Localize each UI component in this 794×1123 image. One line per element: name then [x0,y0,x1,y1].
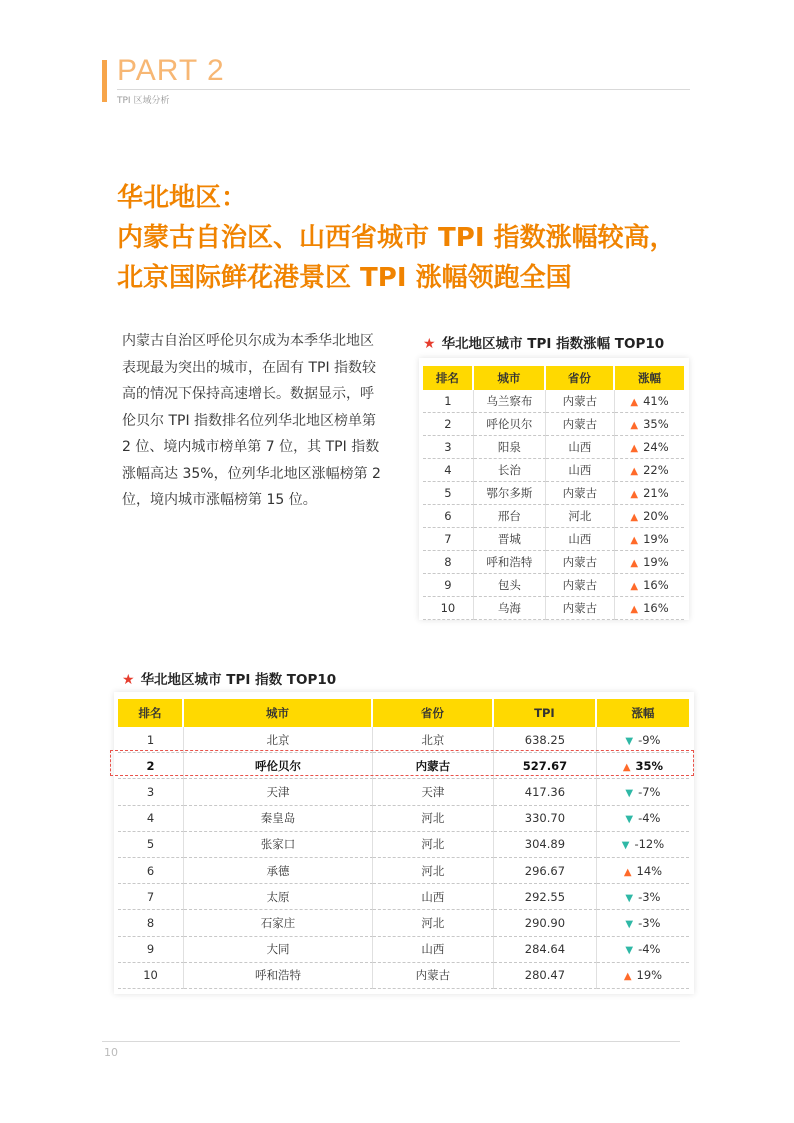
rank-cell: 1 [118,727,184,753]
city-cell: 呼和浩特 [474,551,546,574]
arrow-up-icon: ▲ [623,971,632,983]
tpi-cell: 292.55 [494,884,597,910]
rank-cell: 3 [423,436,474,459]
arrow-up-icon: ▲ [623,866,632,878]
table2-title: 华北地区城市 TPI 指数 TOP10 [140,672,337,688]
city-cell: 秦皇岛 [184,806,373,832]
table-row [423,551,684,574]
change-value: 20% [643,509,669,523]
rank-cell: 5 [423,482,474,505]
table1 [423,366,684,620]
rank-cell: 9 [423,574,474,597]
change-cell [615,459,684,482]
table-row [118,806,689,832]
change-cell [597,937,689,963]
change-value: 21% [643,486,669,500]
change-value: 19% [643,555,669,569]
tpi-cell: 417.36 [494,779,597,805]
arrow-up-icon: ▲ [630,420,639,431]
rank-cell: 2 [118,753,184,779]
table-row [423,505,684,528]
rank-cell: 1 [423,390,474,413]
change-cell [615,505,684,528]
table2-col-province: 省份 [373,699,494,727]
province-cell: 山西 [373,884,494,910]
change-cell [615,597,684,620]
rank-cell: 8 [423,551,474,574]
change-cell [615,413,684,436]
arrow-up-icon: ▲ [630,558,639,569]
tpi-cell: 290.90 [494,910,597,936]
change-value: 35% [635,758,664,773]
table-row [118,937,689,963]
bottom-rule [102,1041,680,1042]
city-cell: 晋城 [474,528,546,551]
change-value: 19% [636,968,663,983]
province-cell: 河北 [373,832,494,858]
city-cell: 承德 [184,858,373,884]
province-cell: 内蒙古 [546,597,615,620]
table-row [118,858,689,884]
table1-col-rank: 排名 [423,366,474,390]
table2-heading [122,668,336,688]
city-cell: 长治 [474,459,546,482]
change-value: 14% [636,863,663,878]
province-cell: 内蒙古 [546,574,615,597]
change-cell [597,910,689,936]
part-subtitle: TPI 区域分析 [117,96,170,106]
change-value: 22% [643,463,669,477]
change-value: -12% [634,837,665,852]
province-cell: 内蒙古 [373,963,494,989]
tpi-cell: 527.67 [494,753,597,779]
city-cell: 呼和浩特 [184,963,373,989]
table-row [118,832,689,858]
arrow-down-icon: ▼ [625,787,634,799]
province-cell: 山西 [546,528,615,551]
change-cell [597,832,689,858]
arrow-up-icon: ▲ [622,761,631,773]
table1-col-province: 省份 [546,366,615,390]
arrow-up-icon: ▲ [630,581,639,592]
arrow-down-icon: ▼ [625,945,634,957]
city-cell: 北京 [184,727,373,753]
arrow-up-icon: ▲ [630,466,639,477]
arrow-up-icon: ▲ [630,489,639,500]
headline-line-3: 北京国际鲜花港景区 TPI 涨幅领跑全国 [117,263,572,293]
province-cell: 山西 [546,459,615,482]
city-cell: 石家庄 [184,910,373,936]
city-cell: 呼伦贝尔 [474,413,546,436]
arrow-up-icon: ▲ [630,397,639,408]
table2-col-change: 涨幅 [597,699,689,727]
page-number: 10 [104,1046,118,1059]
change-value: 24% [643,440,669,454]
table-row [118,779,689,805]
province-cell: 内蒙古 [546,390,615,413]
table-row [423,459,684,482]
province-cell: 天津 [373,779,494,805]
province-cell: 内蒙古 [546,413,615,436]
table2-col-city: 城市 [184,699,373,727]
headline [117,178,676,298]
city-cell: 张家口 [184,832,373,858]
headline-line-1: 华北地区： [117,183,248,213]
tpi-cell: 304.89 [494,832,597,858]
top-rule [117,89,690,90]
city-cell: 太原 [184,884,373,910]
rank-cell: 4 [423,459,474,482]
change-cell [615,436,684,459]
city-cell: 天津 [184,779,373,805]
star-icon: ★ [122,672,135,688]
change-cell [597,806,689,832]
change-cell [597,884,689,910]
table1-heading [423,332,664,352]
table-row [423,436,684,459]
table-row [423,528,684,551]
arrow-down-icon: ▼ [625,814,634,826]
table1-col-change: 涨幅 [615,366,684,390]
table1-col-city: 城市 [474,366,546,390]
rank-cell: 8 [118,910,184,936]
arrow-down-icon: ▼ [625,892,634,904]
table-row [118,963,689,989]
city-cell: 大同 [184,937,373,963]
rank-cell: 6 [118,858,184,884]
table-row [423,597,684,620]
change-cell [615,482,684,505]
arrow-down-icon: ▼ [625,918,634,930]
rank-cell: 3 [118,779,184,805]
province-cell: 内蒙古 [546,482,615,505]
change-value: 41% [643,394,669,408]
province-cell: 内蒙古 [546,551,615,574]
city-cell: 呼伦贝尔 [184,753,373,779]
city-cell: 乌兰察布 [474,390,546,413]
change-cell [597,858,689,884]
arrow-down-icon: ▼ [621,840,630,852]
tpi-cell: 638.25 [494,727,597,753]
headline-line-2: 内蒙古自治区、山西省城市 TPI 指数涨幅较高， [117,223,676,253]
province-cell: 河北 [373,858,494,884]
change-value: 16% [643,601,669,615]
province-cell: 山西 [373,937,494,963]
province-cell: 北京 [373,727,494,753]
rank-cell: 10 [423,597,474,620]
table-row [118,910,689,936]
table1-title: 华北地区城市 TPI 指数涨幅 TOP10 [441,336,665,352]
table-row [118,884,689,910]
table-row [423,390,684,413]
accent-bar [102,60,107,102]
table-row [423,413,684,436]
change-cell [615,574,684,597]
table1-header-row [423,366,684,390]
change-cell [615,390,684,413]
highlight-frame [110,750,694,776]
arrow-down-icon: ▼ [625,735,634,747]
rank-cell: 5 [118,832,184,858]
province-cell: 山西 [546,436,615,459]
province-cell: 河北 [546,505,615,528]
arrow-up-icon: ▲ [630,535,639,546]
change-value: -3% [638,915,661,930]
arrow-up-icon: ▲ [630,512,639,523]
city-cell: 鄂尔多斯 [474,482,546,505]
city-cell: 包头 [474,574,546,597]
tpi-cell: 280.47 [494,963,597,989]
tpi-cell: 330.70 [494,806,597,832]
change-cell [597,963,689,989]
change-value: 35% [643,417,669,431]
city-cell: 乌海 [474,597,546,620]
change-value: -4% [638,942,661,957]
province-cell: 河北 [373,910,494,936]
change-value: -9% [638,732,661,747]
part-title: PART 2 [117,54,225,87]
rank-cell: 6 [423,505,474,528]
tpi-cell: 296.67 [494,858,597,884]
star-icon: ★ [423,336,436,352]
change-value: -7% [638,784,661,799]
rank-cell: 4 [118,806,184,832]
table2-header-row [118,699,689,727]
table2-col-rank: 排名 [118,699,184,727]
change-cell [615,551,684,574]
tpi-cell: 284.64 [494,937,597,963]
table-row [423,574,684,597]
rank-cell: 9 [118,937,184,963]
rank-cell: 2 [423,413,474,436]
intro-paragraph: 内蒙古自治区呼伦贝尔成为本季华北地区表现最为突出的城市，在固有 TPI 指数较高的情况下保持高速增长。数据显示，呼伦贝尔 TPI 指数排名位列华北地区榜单第 2 位、境内城市榜单第 7 位，其 TPI 指数涨幅高达 35%，位列华北地区涨幅榜第 2 位，境内城市涨幅榜第 15 位。 [122,333,381,508]
arrow-up-icon: ▲ [630,443,639,454]
table1-body [423,390,684,620]
province-cell: 内蒙古 [373,753,494,779]
table2 [118,699,689,989]
change-value: 19% [643,532,669,546]
change-value: -3% [638,889,661,904]
rank-cell: 10 [118,963,184,989]
city-cell: 阳泉 [474,436,546,459]
change-cell [597,779,689,805]
arrow-up-icon: ▲ [630,604,639,615]
table-row [423,482,684,505]
change-value: -4% [638,811,661,826]
rank-cell: 7 [118,884,184,910]
change-cell [615,528,684,551]
rank-cell: 7 [423,528,474,551]
city-cell: 邢台 [474,505,546,528]
province-cell: 河北 [373,806,494,832]
change-value: 16% [643,578,669,592]
table2-col-tpi: TPI [494,699,597,727]
